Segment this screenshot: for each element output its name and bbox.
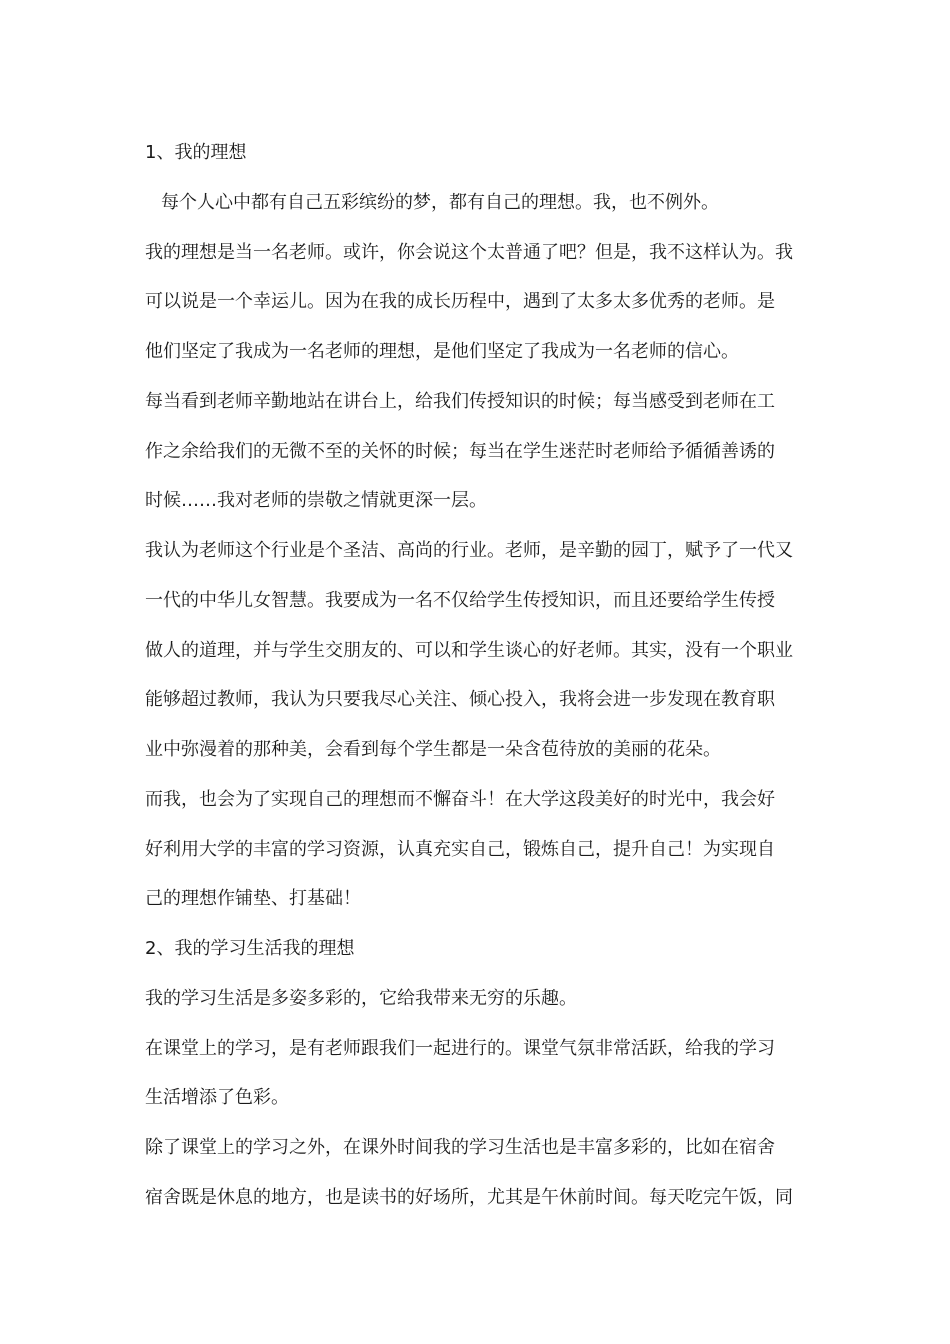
section-heading: 2、我的学习生活我的理想 [145, 938, 355, 959]
paragraph-line: 能够超过教师，我认为只要我尽心关注、倾心投入，我将会进一步发现在教育职 [145, 689, 775, 711]
paragraph-line: 时候……我对老师的崇敬之情就更深一层。 [145, 490, 487, 512]
paragraph-line: 我的学习生活是多姿多彩的，它给我带来无穷的乐趣。 [145, 987, 577, 1009]
paragraph-line: 我认为老师这个行业是个圣洁、高尚的行业。老师，是辛勤的园丁，赋予了一代又 [145, 540, 793, 561]
paragraph-line: 好利用大学的丰富的学习资源，认真充实自己，锻炼自己，提升自己！为实现自 [145, 838, 775, 860]
section-heading: 1、我的理想 [145, 142, 247, 163]
paragraph-line: 做人的道理，并与学生交朋友的、可以和学生谈心的好老师。其实，没有一个职业 [145, 639, 793, 661]
paragraph-line: 每当看到老师辛勤地站在讲台上，给我们传授知识的时候；每当感受到老师在工 [145, 390, 775, 412]
paragraph-line: 除了课堂上的学习之外，在课外时间我的学习生活也是丰富多彩的，比如在宿舍 [145, 1137, 775, 1158]
paragraph-line: 在课堂上的学习，是有老师跟我们一起进行的。课堂气氛非常活跃，给我的学习 [145, 1037, 775, 1059]
paragraph-line: 作之余给我们的无微不至的关怀的时候；每当在学生迷茫时老师给予循循善诱的 [145, 440, 775, 462]
paragraph-line: 一代的中华儿女智慧。我要成为一名不仅给学生传授知识，而且还要给学生传授 [145, 589, 775, 611]
paragraph-line: 可以说是一个幸运儿。因为在我的成长历程中，遇到了太多太多优秀的老师。是 [145, 291, 775, 313]
paragraph-line: 生活增添了色彩。 [145, 1087, 289, 1109]
document-body [145, 128, 810, 1223]
paragraph-line: 他们坚定了我成为一名老师的理想，是他们坚定了我成为一名老师的信心。 [145, 341, 739, 362]
paragraph-line: 宿舍既是休息的地方，也是读书的好场所，尤其是午休前时间。每天吃完午饭，同 [145, 1186, 793, 1208]
paragraph-line: 而我，也会为了实现自己的理想而不懈奋斗！在大学这段美好的时光中，我会好 [145, 788, 775, 810]
paragraph-line: 业中弥漫着的那种美，会看到每个学生都是一朵含苞待放的美丽的花朵。 [145, 739, 721, 760]
paragraph-line: 己的理想作铺垫、打基础！ [145, 888, 361, 910]
paragraph-line: 我的理想是当一名老师。或许，你会说这个太普通了吧？但是，我不这样认为。我 [145, 241, 793, 263]
paragraph-line: 每个人心中都有自己五彩缤纷的梦，都有自己的理想。我，也不例外。 [161, 191, 719, 213]
